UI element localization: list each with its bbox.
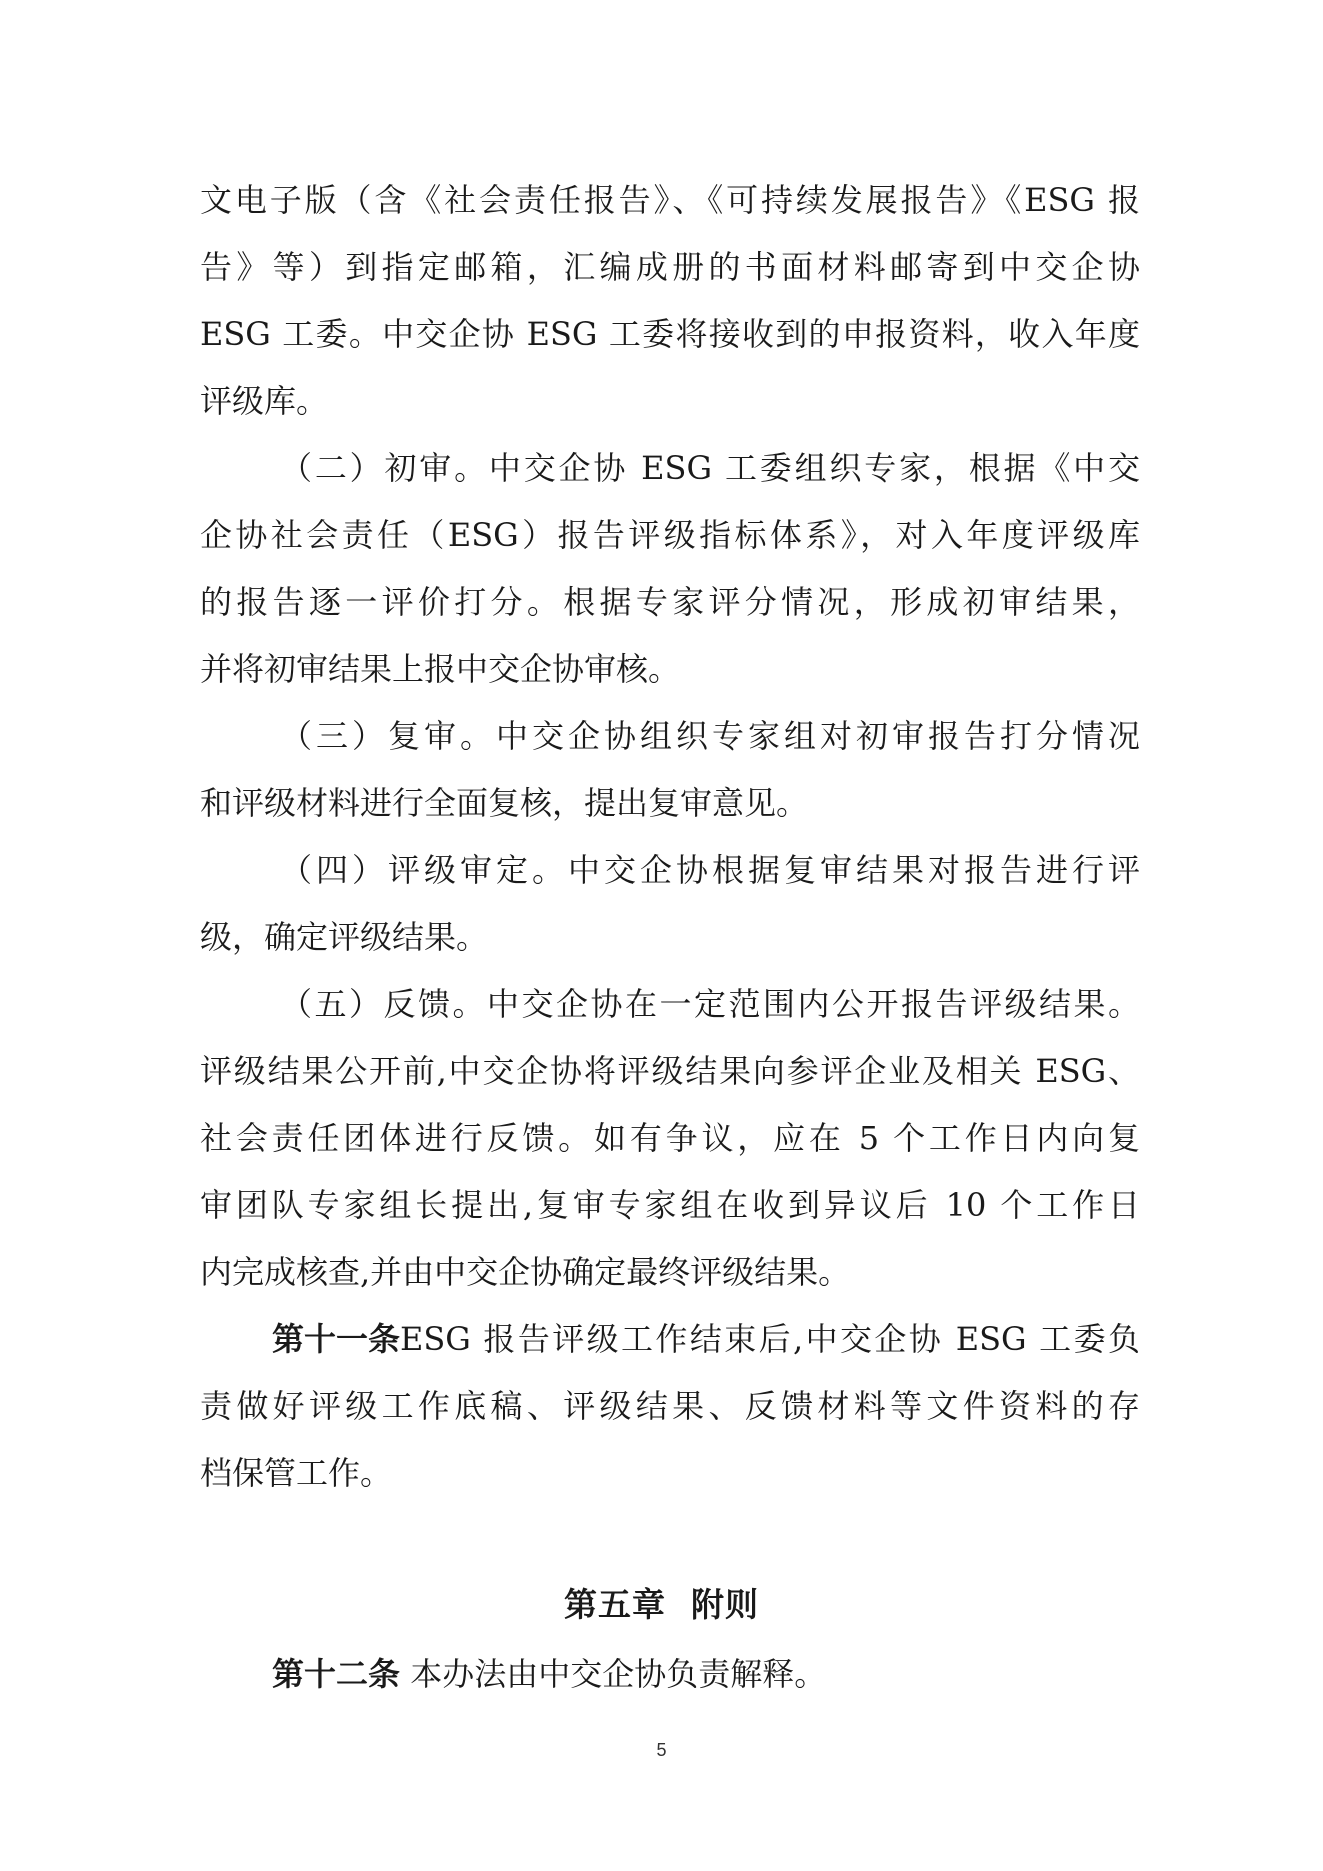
paragraph-line: 告》等）到指定邮箱，汇编成册的书面材料邮寄到中交企协	[200, 248, 1140, 286]
paragraph-line: 审团队专家组长提出,复审专家组在收到异议后 10 个工作日	[200, 1186, 1140, 1224]
paragraph-line: 并将初审结果上报中交企协审核。	[200, 650, 681, 688]
paragraph-line: （五）反馈。中交企协在一定范围内公开报告评级结果。	[280, 985, 1140, 1023]
paragraph-line: （四）评级审定。中交企协根据复审结果对报告进行评	[280, 851, 1140, 889]
paragraph-line: 企协社会责任（ESG）报告评级指标体系》，对入年度评级库	[200, 516, 1140, 554]
page-number: 5	[656, 1740, 667, 1760]
paragraph-line: 的报告逐一评价打分。根据专家评分情况，形成初审结果，	[200, 583, 1140, 621]
paragraph-line: 文电子版（含《社会责任报告》、《可持续发展报告》《ESG 报	[200, 181, 1140, 219]
paragraph-line: ESG 工委。中交企协 ESG 工委将接收到的申报资料，收入年度	[200, 315, 1140, 353]
article-11-label: 第十一条	[272, 1320, 401, 1358]
article-11-text: ESG 报告评级工作结束后,中交企协 ESG 工委负	[400, 1320, 1140, 1358]
paragraph-line: 评级结果公开前,中交企协将评级结果向参评企业及相关 ESG、	[200, 1052, 1140, 1090]
paragraph-line: （三）复审。中交企协组织专家组对初审报告打分情况	[280, 717, 1140, 755]
article-12-line	[272, 1654, 1140, 1694]
paragraph-line: 内完成核查,并由中交企协确定最终评级结果。	[200, 1253, 851, 1291]
paragraph-line: 档保管工作。	[200, 1454, 393, 1492]
paragraph-line: 和评级材料进行全面复核，提出复审意见。	[200, 784, 809, 822]
article-12-label: 第十二条	[272, 1655, 401, 1693]
article-11-first-line	[272, 1319, 1140, 1359]
paragraph-line: 评级库。	[200, 382, 329, 420]
paragraph-line: 责做好评级工作底稿、评级结果、反馈材料等文件资料的存	[200, 1387, 1140, 1425]
chapter-heading: 第五章 附则	[564, 1585, 759, 1624]
article-12-text: 本办法由中交企协负责解释。	[400, 1655, 827, 1693]
paragraph-line: （二）初审。中交企协 ESG 工委组织专家，根据《中交	[280, 449, 1140, 487]
paragraph-line: 级，确定评级结果。	[200, 918, 489, 956]
paragraph-line: 社会责任团体进行反馈。如有争议，应在 5 个工作日内向复	[200, 1119, 1140, 1157]
